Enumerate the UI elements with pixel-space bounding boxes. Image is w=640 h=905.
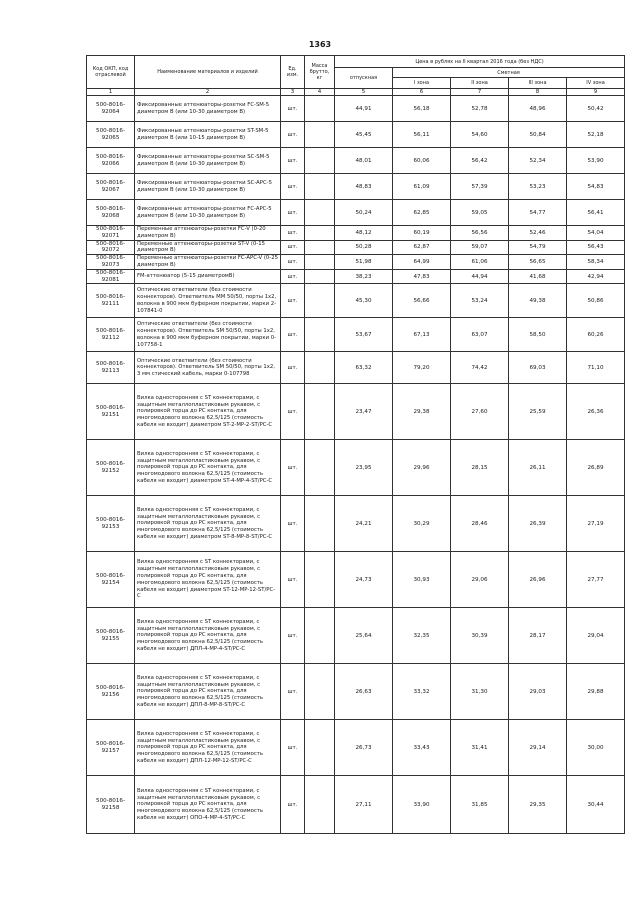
price-zone-3: 53,23 [509,174,567,200]
item-unit: шт. [281,552,305,608]
item-name: Фиксированные аттенюаторы-розетки FC-APC-5 диаметром В (или 10-30 диаметром В) [135,200,281,226]
price-zone-2: 31,30 [451,664,509,720]
price-release: 44,91 [335,96,393,122]
item-mass [305,148,335,174]
table-row [87,255,625,270]
price-release: 51,98 [335,255,393,270]
item-unit: шт. [281,96,305,122]
item-code: 500-8016-92153 [87,496,135,552]
item-name: Фиксированные аттенюаторы-розетки ST-SM-5 диаметром В (или 10-15 диаметром В) [135,122,281,148]
item-mass [305,720,335,776]
item-name: Вилка односторонняя с ST коннекторами, с защитным металлопластиковым рукавом, с полировкой торца до PC контакта, для многомодового волокна 62,5/125 (стоимость кабеля не входит) ДПЛ-8-MP-8-ST/PC-C [135,664,281,720]
table-row [87,318,625,352]
item-code: 500-8016-92155 [87,608,135,664]
item-mass [305,174,335,200]
price-zone-3: 54,77 [509,200,567,226]
column-number: 7 [451,89,509,96]
item-unit: шт. [281,284,305,318]
item-unit: шт. [281,776,305,834]
item-code: 500-8016-92068 [87,200,135,226]
item-mass [305,608,335,664]
item-code: 500-8016-92112 [87,318,135,352]
price-release: 38,23 [335,269,393,284]
header-name: Наименование материалов и изделий [135,56,281,89]
table-row [87,148,625,174]
price-zone-4: 60,26 [567,318,625,352]
price-zone-4: 26,89 [567,440,625,496]
item-mass [305,284,335,318]
price-zone-1: 33,43 [393,720,451,776]
price-zone-3: 49,38 [509,284,567,318]
price-release: 26,73 [335,720,393,776]
price-release: 23,47 [335,384,393,440]
item-mass [305,352,335,384]
item-name: Вилка односторонняя с ST коннекторами, с защитным металлопластиковым рукавом, с полировкой торца до PC контакта, для многомодового волокна 62,5/125 (стоимость кабеля не входит) диаметром ST-4-MP-4-ST/PC-C [135,440,281,496]
price-zone-4: 26,36 [567,384,625,440]
item-code: 500-8016-92064 [87,96,135,122]
table-row [87,269,625,284]
price-zone-4: 29,04 [567,608,625,664]
price-zone-3: 29,14 [509,720,567,776]
item-name: Фиксированные аттенюаторы-розетки SC-SM-5 диаметром В (или 10-30 диаметром В) [135,148,281,174]
item-name: Вилка односторонняя с ST коннекторами, с защитным металлопластиковым рукавом, с полировкой торца до PC контакта, для многомодового волокна 62,5/125 (стоимость кабеля не входит) ОПО-4-MP-4-ST/PC-C [135,776,281,834]
item-unit: шт. [281,318,305,352]
item-unit: шт. [281,240,305,255]
price-zone-3: 26,11 [509,440,567,496]
table-row [87,284,625,318]
price-release: 48,01 [335,148,393,174]
column-number: 3 [281,89,305,96]
price-zone-2: 53,24 [451,284,509,318]
price-zone-3: 29,35 [509,776,567,834]
table-row [87,352,625,384]
price-zone-3: 52,34 [509,148,567,174]
header-release-price: отпускная [335,68,393,89]
price-zone-4: 52,18 [567,122,625,148]
price-zone-1: 62,87 [393,240,451,255]
column-numbers-row [87,89,625,96]
item-name: Оптические ответвители (без стоимости коннекторов). Ответвитель SM 50/50, порты 1х2, 3 мм стический кабель, марки 0-107798 [135,352,281,384]
price-zone-4: 54,04 [567,226,625,241]
price-release: 48,12 [335,226,393,241]
item-unit: шт. [281,608,305,664]
price-zone-4: 58,34 [567,255,625,270]
price-zone-3: 28,17 [509,608,567,664]
price-zone-1: 29,38 [393,384,451,440]
price-zone-4: 30,00 [567,720,625,776]
price-release: 25,64 [335,608,393,664]
item-mass [305,318,335,352]
price-zone-4: 27,77 [567,552,625,608]
price-zone-1: 29,96 [393,440,451,496]
price-zone-3: 41,68 [509,269,567,284]
item-unit: шт. [281,269,305,284]
price-zone-1: 64,99 [393,255,451,270]
price-zone-4: 54,83 [567,174,625,200]
item-name: Переменные аттенюаторы-розетки ST-V (0-15 диаметром В) [135,240,281,255]
header-zone-2: II зона [451,78,509,89]
item-unit: шт. [281,255,305,270]
table-row [87,776,625,834]
price-release: 53,67 [335,318,393,352]
table-body [87,96,625,834]
item-unit: шт. [281,720,305,776]
header-unit: Ед. изм. [281,56,305,89]
item-mass [305,226,335,241]
column-number: 4 [305,89,335,96]
price-zone-1: 79,20 [393,352,451,384]
table-row [87,226,625,241]
price-zone-2: 57,39 [451,174,509,200]
price-release: 63,32 [335,352,393,384]
price-zone-2: 27,60 [451,384,509,440]
table-row [87,384,625,440]
price-zone-3: 26,96 [509,552,567,608]
item-name: Фиксированные аттенюаторы-розетки FC-SM-5 диаметром В (или 10-30 диаметром В) [135,96,281,122]
table-row [87,174,625,200]
item-mass [305,384,335,440]
column-number: 2 [135,89,281,96]
price-zone-4: 50,42 [567,96,625,122]
item-code: 500-8016-92158 [87,776,135,834]
price-zone-2: 63,07 [451,318,509,352]
item-mass [305,240,335,255]
column-number: 8 [509,89,567,96]
price-zone-2: 59,07 [451,240,509,255]
price-zone-3: 54,79 [509,240,567,255]
item-code: 500-8016-92071 [87,226,135,241]
price-release: 27,11 [335,776,393,834]
column-number: 9 [567,89,625,96]
price-zone-2: 56,56 [451,226,509,241]
item-code: 500-8016-92157 [87,720,135,776]
item-code: 500-8016-92154 [87,552,135,608]
price-zone-1: 60,19 [393,226,451,241]
item-mass [305,664,335,720]
table-row [87,200,625,226]
price-zone-4: 56,43 [567,240,625,255]
price-zone-3: 48,96 [509,96,567,122]
price-zone-2: 61,06 [451,255,509,270]
price-zone-3: 56,65 [509,255,567,270]
price-zone-1: 62,85 [393,200,451,226]
item-unit: шт. [281,352,305,384]
item-mass [305,122,335,148]
price-zone-4: 53,90 [567,148,625,174]
price-zone-2: 29,06 [451,552,509,608]
price-zone-4: 71,10 [567,352,625,384]
price-release: 50,28 [335,240,393,255]
table-row [87,496,625,552]
price-release: 23,95 [335,440,393,496]
item-unit: шт. [281,226,305,241]
item-unit: шт. [281,664,305,720]
price-zone-2: 54,60 [451,122,509,148]
price-release: 45,45 [335,122,393,148]
price-zone-2: 56,42 [451,148,509,174]
price-zone-1: 33,32 [393,664,451,720]
item-unit: шт. [281,384,305,440]
price-zone-3: 25,59 [509,384,567,440]
price-zone-1: 67,13 [393,318,451,352]
item-unit: шт. [281,122,305,148]
item-code: 500-8016-92081 [87,269,135,284]
item-mass [305,552,335,608]
price-zone-1: 30,93 [393,552,451,608]
price-zone-4: 56,41 [567,200,625,226]
price-zone-1: 56,18 [393,96,451,122]
price-release: 26,63 [335,664,393,720]
item-name: FM-аттенюатор (5-15 диаметромВ) [135,269,281,284]
item-code: 500-8016-92152 [87,440,135,496]
price-zone-1: 60,06 [393,148,451,174]
price-zone-2: 28,46 [451,496,509,552]
price-zone-1: 30,29 [393,496,451,552]
table-row [87,664,625,720]
item-unit: шт. [281,440,305,496]
price-zone-3: 26,39 [509,496,567,552]
header-mass: Масса брутто, кг [305,56,335,89]
price-release: 24,73 [335,552,393,608]
item-unit: шт. [281,496,305,552]
price-zone-3: 52,46 [509,226,567,241]
header-code: Код ОКП, код отраслевой [87,56,135,89]
table-row [87,608,625,664]
item-mass [305,255,335,270]
item-unit: шт. [281,200,305,226]
price-zone-2: 74,42 [451,352,509,384]
item-code: 500-8016-92067 [87,174,135,200]
item-code: 500-8016-92072 [87,240,135,255]
table-row [87,96,625,122]
item-mass [305,440,335,496]
price-zone-4: 27,19 [567,496,625,552]
price-zone-4: 42,94 [567,269,625,284]
item-mass [305,776,335,834]
header-estimate-price: Сметная [393,68,625,78]
header-price-group: Цена в рублях на II квартал 2016 года (без НДС) [335,56,625,68]
table-header [87,56,625,96]
item-code: 500-8016-92111 [87,284,135,318]
price-zone-2: 31,85 [451,776,509,834]
price-release: 48,83 [335,174,393,200]
column-number: 6 [393,89,451,96]
item-name: Вилка односторонняя с ST коннекторами, с защитным металлопластиковым рукавом, с полировкой торца до PC контакта, для многомодового волокна 62,5/125 (стоимость кабеля не входит) диаметром ST-8-MP-8-ST/PC-C [135,496,281,552]
item-name: Вилка односторонняя с ST коннекторами, с защитным металлопластиковым рукавом, с полировкой торца до PC контакта, для многомодового волокна 62,5/125 (стоимость кабеля не входит) диаметром ST-12-MP-12-ST/PC-C [135,552,281,608]
price-zone-1: 61,09 [393,174,451,200]
column-number: 5 [335,89,393,96]
item-name: Оптические ответвители (без стоимости коннекторов). Ответвитель SM 50/50, порты 1х2, волокна в 900 мкм буферном покрытии, марки 0-107758-1 [135,318,281,352]
item-name: Оптические ответвители (без стоимости коннекторов). Ответвитель ММ 50/50, порты 1х2, волокна в 900 мкм буферном покрытии, марки 2-107841-0 [135,284,281,318]
table-row [87,552,625,608]
item-code: 500-8016-92151 [87,384,135,440]
price-zone-3: 69,03 [509,352,567,384]
price-release: 50,24 [335,200,393,226]
table-row [87,440,625,496]
column-number: 1 [87,89,135,96]
item-unit: шт. [281,148,305,174]
table-row [87,240,625,255]
page-number: 1363 [308,40,332,49]
price-zone-4: 30,44 [567,776,625,834]
price-zone-2: 28,15 [451,440,509,496]
item-code: 500-8016-92073 [87,255,135,270]
price-zone-3: 29,03 [509,664,567,720]
price-zone-2: 44,94 [451,269,509,284]
item-mass [305,269,335,284]
item-mass [305,96,335,122]
item-code: 500-8016-92113 [87,352,135,384]
price-zone-3: 58,50 [509,318,567,352]
price-zone-1: 56,11 [393,122,451,148]
item-name: Переменные аттенюаторы-розетки FC-V (0-20 диаметром В) [135,226,281,241]
price-zone-1: 56,66 [393,284,451,318]
item-name: Переменные аттенюаторы-розетки FC-APC-V (0-25 диаметром В) [135,255,281,270]
item-name: Фиксированные аттенюаторы-розетки SC-APC-5 диаметром В (или 10-30 диаметром В) [135,174,281,200]
header-zone-3: III зона [509,78,567,89]
item-code: 500-8016-92066 [87,148,135,174]
item-name: Вилка односторонняя с ST коннекторами, с защитным металлопластиковым рукавом, с полировкой торца до PC контакта, для многомодового волокна 62,5/125 (стоимость кабеля не входит) ДПЛ-4-MP-4-ST/PC-C [135,608,281,664]
header-zone-4: IV зона [567,78,625,89]
item-name: Вилка односторонняя с ST коннекторами, с защитным металлопластиковым рукавом, с полировкой торца до PC контакта, для многомодового волокна 62,5/125 (стоимость кабеля не входит) ДПЛ-12-MP-12-ST/PC-C [135,720,281,776]
price-release: 45,30 [335,284,393,318]
header-zone-1: I зона [393,78,451,89]
price-zone-2: 30,39 [451,608,509,664]
item-name: Вилка односторонняя с ST коннекторами, с защитным металлопластиковым рукавом, с полировкой торца до PC контакта, для многомодового волокна 62,5/125 (стоимость кабеля не входит) диаметром ST-2-MP-2-ST/PC-C [135,384,281,440]
price-table [86,55,625,834]
item-mass [305,200,335,226]
price-zone-2: 59,05 [451,200,509,226]
table-row [87,720,625,776]
price-release: 24,21 [335,496,393,552]
price-zone-3: 50,84 [509,122,567,148]
price-zone-1: 33,90 [393,776,451,834]
item-unit: шт. [281,174,305,200]
item-code: 500-8016-92156 [87,664,135,720]
item-mass [305,496,335,552]
price-zone-2: 52,78 [451,96,509,122]
price-zone-1: 47,83 [393,269,451,284]
price-zone-2: 31,41 [451,720,509,776]
table-row [87,122,625,148]
item-code: 500-8016-92065 [87,122,135,148]
price-zone-4: 50,86 [567,284,625,318]
price-zone-4: 29,88 [567,664,625,720]
price-zone-1: 32,35 [393,608,451,664]
